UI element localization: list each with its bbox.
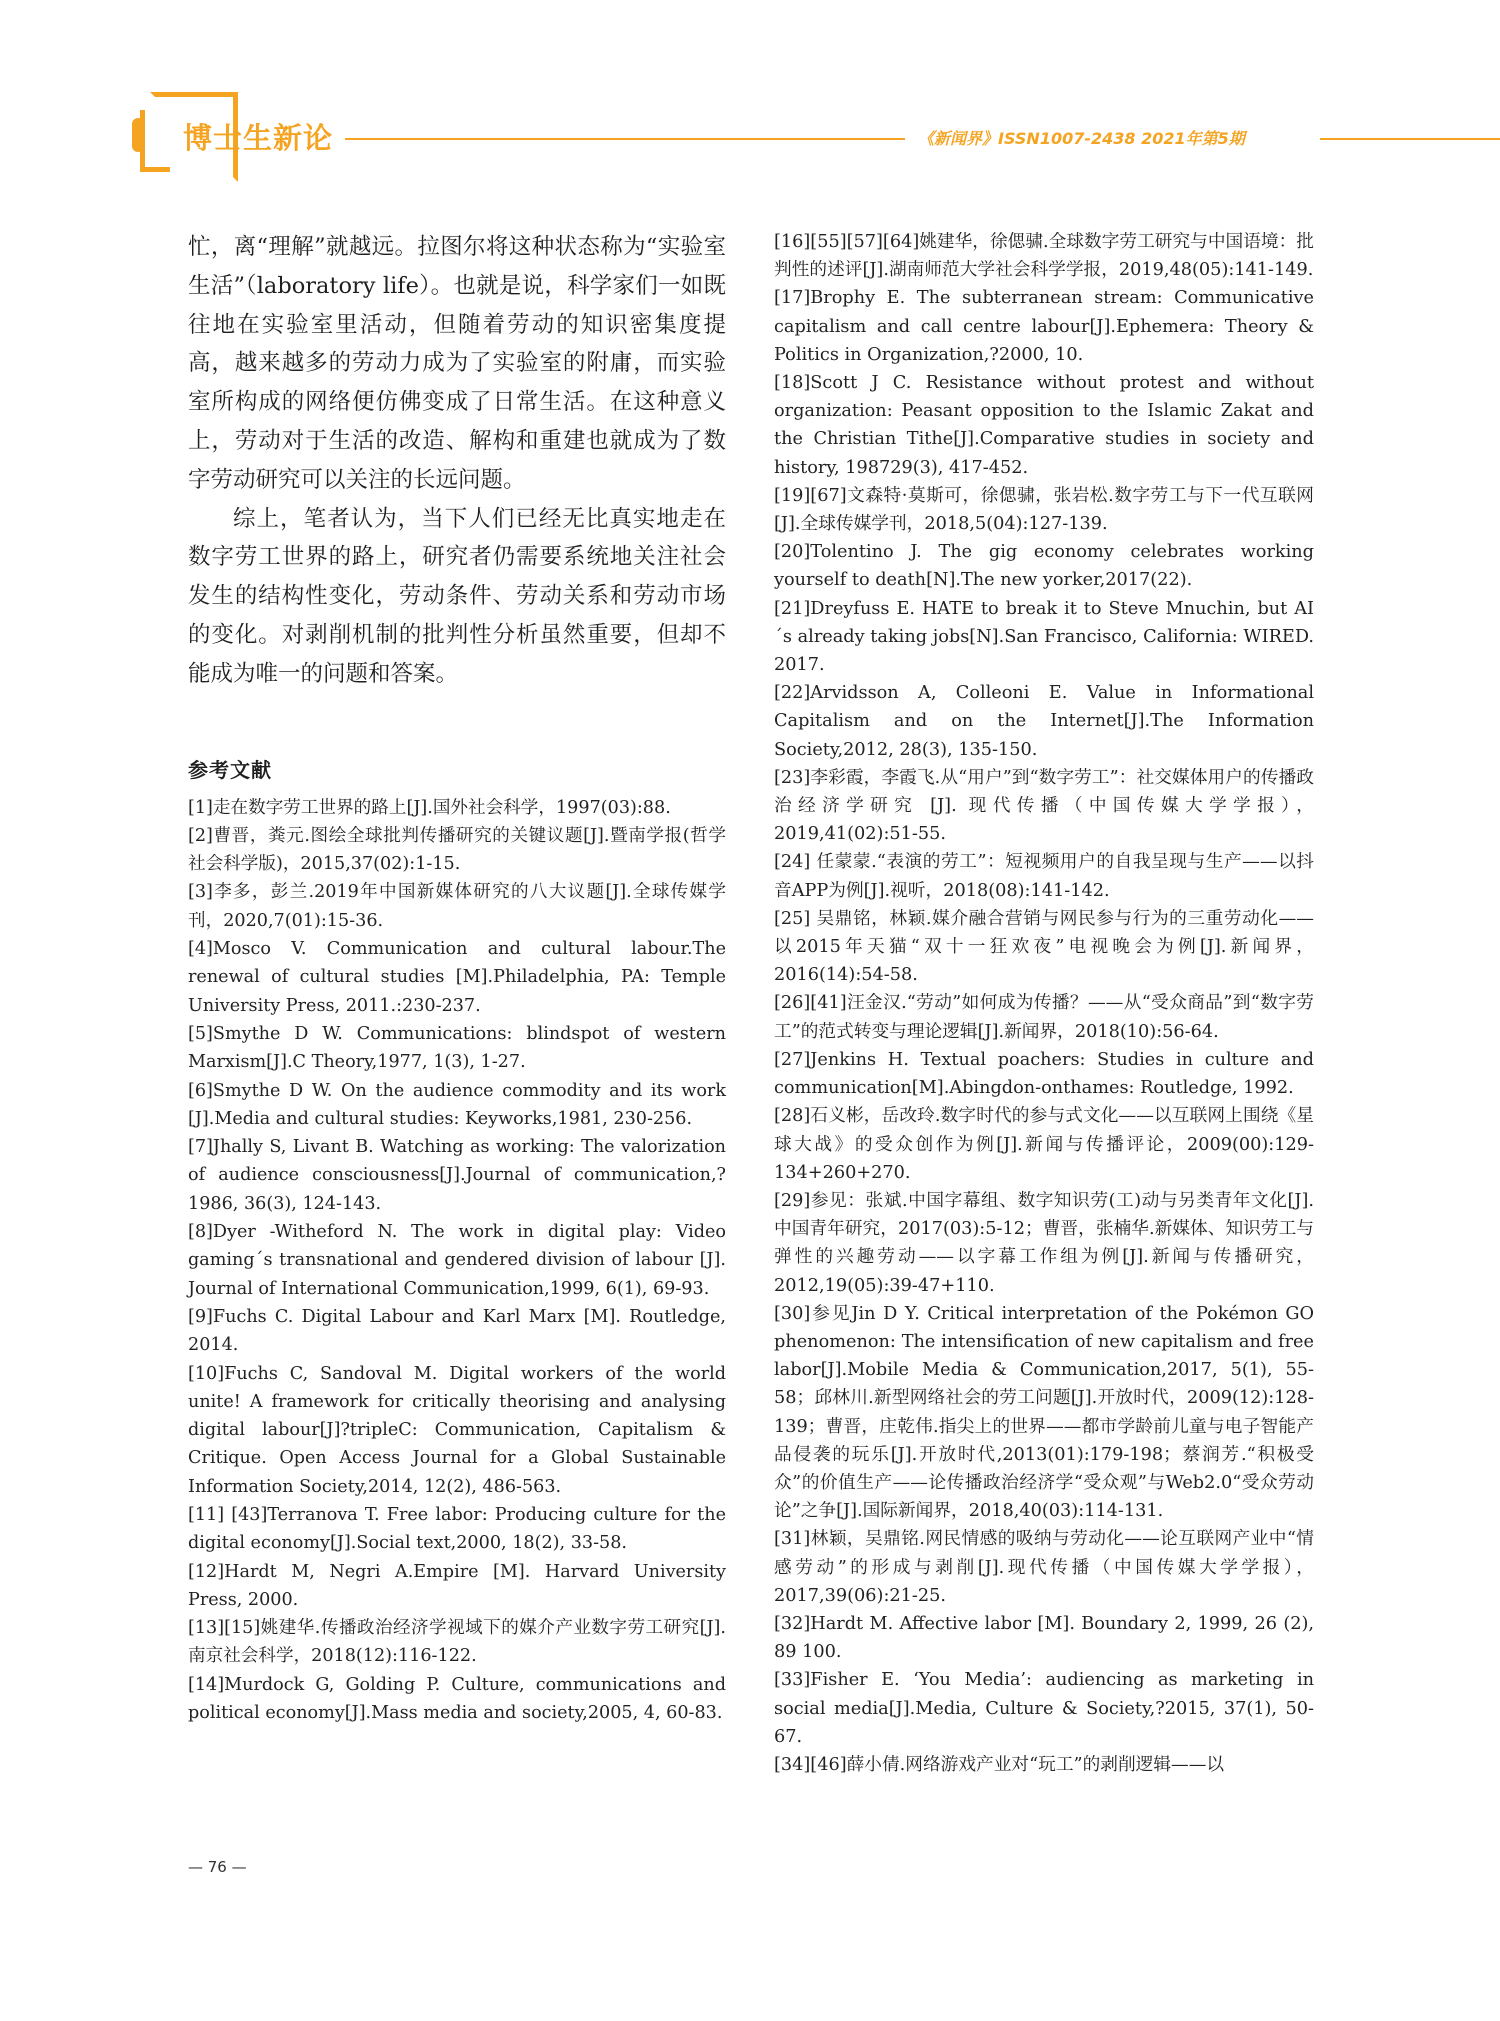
reference-item: [26][41]汪金汉.“劳动”如何成为传播？——从“受众商品”到“数字劳工”的范式转变与理论逻辑[J].新闻界，2018(10):56-64. [774,993,1314,1042]
page-number: — 76 — [188,1858,247,1876]
reference-item: [9]Fuchs C. Digital Labour and Karl Marx [M]. Routledge, 2014. [188,1306,726,1356]
reference-item: [32]Hardt M. Affective labor [M]. Boundary 2, 1999, 26 (2), 89 100. [774,1613,1314,1663]
section-title: 博士生新论 [183,121,334,155]
body-paragraph: 忙，离“理解”就越远。拉图尔将这种状态称为“实验室生活”（laboratory life）。也就是说，科学家们一如既往地在实验室里活动，但随着劳动的知识密集度提高，越来越多的劳动力成为了实验室的附庸，而实验室所构成的网络便仿佛变成了日常生活。在这种意义上，劳动对于生活的改造、解构和重建也就成为了数字劳动研究可以关注的长远问题。 [188,234,726,493]
reference-item: [11] [43]Terranova T. Free labor: Producing culture for the digital economy[J].Social text,2000, 18(2), 33-58. [188,1504,726,1554]
right-column [774,228,1314,1779]
header-rule-left [345,138,905,140]
reference-item: [25] 吴鼎铭，林颖.媒介融合营销与网民参与行为的三重劳动化——以2015年天猫“双十一狂欢夜”电视晚会为例[J].新闻界，2016(14):54-58. [774,908,1314,986]
reference-item: [28]石义彬，岳改玲.数字时代的参与式文化——以互联网上围绕《星球大战》的受众创作为例[J].新闻与传播评论，2009(00):129-134+260+270. [774,1106,1314,1183]
journal-info: 《新闻界》ISSN1007-2438 2021年第5期 [918,129,1245,148]
reference-list-left [188,794,726,1728]
reference-item: [20]Tolentino J. The gig economy celebrates working yourself to death[N].The new yorker,2017(22). [774,542,1314,591]
references-heading: 参考文献 [188,757,272,782]
reference-item: [34][46]薛小倩.网络游戏产业对“玩工”的剥削逻辑——以 [774,1754,1225,1775]
left-column [188,228,726,1727]
reference-item: [24] 任蒙蒙.“表演的劳工”：短视频用户的自我呈现与生产——以抖音APP为例[J].视听，2018(08):141-142. [774,852,1314,901]
reference-item: [14]Murdock G, Golding P. Culture, communications and political economy[J].Mass media and society,2005, 4, 60-83. [188,1674,726,1724]
reference-item: [30]参见Jin D Y. Critical interpretation of the Pokémon GO phenomenon: The intensification of new capitalism and free labor[J].Mobile Media & Communication,2017, 5(1), 55-58；邱林川.新型网络社会的劳工问题[J].开放时代，2009(12):128-139；曹晋，庄乾伟.指尖上的世界——都市学龄前儿童与电子智能产品侵袭的玩乐[J].开放时代,2013(01):179-198；蔡润芳.“积极受众”的价值生产——论传播政治经济学“受众观”与Web2.0“受众劳动论”之争[J].国际新闻界，2018,40(03):114-131. [774,1303,1314,1522]
reference-item: [27]Jenkins H. Textual poachers: Studies in culture and communication[M].Abingdon-onthames: Routledge, 1992. [774,1049,1314,1099]
reference-item: [13][15]姚建华.传播政治经济学视域下的媒介产业数字劳工研究[J].南京社会科学，2018(12):116-122. [188,1618,726,1667]
reference-item: [19][67]文森特·莫斯可，徐偲骕，张岩松.数字劳工与下一代互联网[J].全球传媒学刊，2018,5(04):127-139. [774,485,1314,535]
reference-item: [16][55][57][64]姚建华，徐偲骕.全球数字劳工研究与中国语境：批判性的述评[J].湖南师范大学社会科学学报，2019,48(05):141-149. [774,232,1314,281]
body-paragraph: 综上，笔者认为，当下人们已经无比真实地走在数字劳工世界的路上，研究者仍需要系统地关注社会发生的结构性变化，劳动条件、劳动关系和劳动市场的变化。对剥削机制的批判性分析虽然重要，但却不能成为唯一的问题和答案。 [188,505,726,687]
reference-item: [8]Dyer -Witheford N. The work in digital play: Video gaming´s transnational and gendered division of labour [J]. Journal of International Communication,1999, 6(1), 69-93. [188,1222,726,1299]
reference-item: [5]Smythe D W. Communications: blindspot of western Marxism[J].C Theory,1977, 1(3), 1-27. [188,1023,726,1073]
logo-stem-icon [140,110,170,172]
reference-item: [12]Hardt M, Negri A.Empire [M]. Harvard University Press, 2000. [188,1561,726,1610]
header-rule-right [1320,138,1500,140]
reference-item: [3]李多，彭兰.2019年中国新媒体研究的八大议题[J].全球传媒学刊，2020,7(01):15-36. [188,882,726,931]
reference-item: [10]Fuchs C, Sandoval M. Digital workers of the world unite! A framework for critically theorising and analysing digital labour[J]?tripleC: Communication, Capitalism & Critique. Open Access Journal for a Global Sustainable Information Society,2014, 12(2), 486-563. [188,1363,726,1497]
reference-item: [17]Brophy E. The subterranean stream: Communicative capitalism and call centre labour[J].Ephemera: Theory & Politics in Organization,?2000, 10. [774,288,1314,365]
reference-item: [6]Smythe D W. On the audience commodity and its work [J].Media and cultural studies: Keyworks,1981, 230-256. [188,1080,726,1129]
reference-item: [18]Scott J C. Resistance without protest and without organization: Peasant opposition to the Islamic Zakat and the Christian Tithe[J].Comparative studies in society and history, 198729(3), 417-452. [774,373,1314,478]
reference-item: [23]李彩霞，李霞飞.从“用户”到“数字劳工”：社交媒体用户的传播政治经济学研究 [J]. 现代传播（中国传媒大学学报），2019,41(02):51-55. [774,767,1314,845]
reference-item: [2]曹晋，粪元.图绘全球批判传播研究的关键议题[J].暨南学报(哲学社会科学版)，2015,37(02):1-15. [188,825,726,875]
reference-item: [4]Mosco V. Communication and cultural labour.The renewal of cultural studies [M].Philadelphia, PA: Temple University Press, 2011.:230-237. [188,939,726,1016]
reference-item: [29]参见：张斌.中国字幕组、数字知识劳(工)动与另类青年文化[J].中国青年研究，2017(03):5-12；曹晋，张楠华.新媒体、知识劳工与弹性的兴趣劳动——以字幕工作组为例[J].新闻与传播研究，2012,19(05):39-47+110. [774,1190,1314,1296]
page-header [0,0,1500,200]
logo-bar-icon [132,118,144,152]
reference-item: [31]林颖，吴鼎铭.网民情感的吸纳与劳动化——论互联网产业中“情感劳动”的形成与剥削[J].现代传播（中国传媒大学学报），2017,39(06):21-25. [774,1529,1314,1606]
reference-list-right [774,228,1314,1779]
reference-item: [22]Arvidsson A, Colleoni E. Value in Informational Capitalism and on the Internet[J].The Information Society,2012, 28(3), 135-150. [774,683,1314,760]
reference-item: [1]走在数字劳工世界的路上[J].国外社会科学，1997(03):88. [188,797,671,818]
reference-item: [33]Fisher E. ‘You Media’: audiencing as marketing in social media[J].Media, Culture & Society,?2015, 37(1), 50-67. [774,1670,1314,1747]
reference-item: [21]Dreyfuss E. HATE to break it to Steve Mnuchin, but AI´s already taking jobs[N].San Francisco, California: WIRED. 2017. [774,598,1314,676]
reference-item: [7]Jhally S, Livant B. Watching as working: The valorization of audience consciousness[J].Journal of communication,?1986, 36(3), 124-143. [188,1137,726,1214]
